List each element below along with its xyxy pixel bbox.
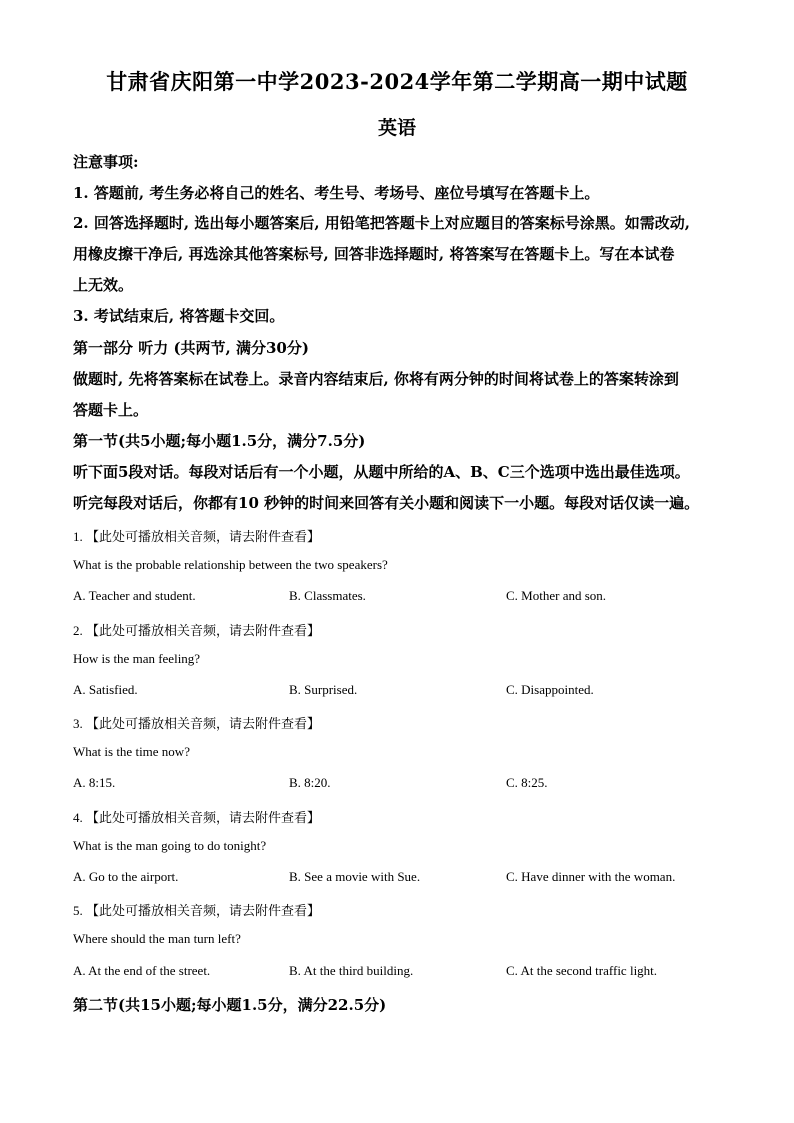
option-c: C. 8:25. (506, 775, 548, 790)
section1-instruction: 听下面5段对话。每段对话后有一个小题，从题中所给的A、B、C三个选项中选出最佳选项。 (73, 463, 690, 481)
audio-placeholder[interactable]: 4. 【此处可播放相关音频，请去附件查看】 (73, 810, 321, 825)
option-b: B. See a movie with Sue. (289, 869, 421, 884)
notice-line: 上无效。 (73, 276, 134, 294)
option-b: B. At the third building. (289, 963, 414, 978)
question-text: Where should the man turn left? (73, 931, 241, 946)
audio-placeholder[interactable]: 2. 【此处可播放相关音频，请去附件查看】 (73, 623, 321, 638)
option-a: A. At the end of the street. (73, 963, 211, 978)
option-c: C. Have dinner with the woman. (506, 869, 676, 884)
option-c: C. At the second traffic light. (506, 963, 658, 978)
section1-instruction: 听完每段对话后，你都有10 秒钟的时间来回答有关小题和阅读下一小题。每段对话仅读一遍。 (73, 494, 700, 512)
option-a: A. 8:15. (73, 775, 116, 790)
option-a: A. Teacher and student. (73, 588, 196, 603)
question-text: How is the man feeling? (73, 651, 201, 666)
option-b: B. Classmates. (289, 588, 366, 603)
option-a: A. Satisfied. (73, 682, 138, 697)
question-text: What is the probable relationship between the two speakers? (73, 557, 388, 572)
audio-placeholder[interactable]: 5. 【此处可播放相关音频，请去附件查看】 (73, 903, 321, 918)
option-b: B. Surprised. (289, 682, 358, 697)
question-text: What is the time now? (73, 744, 190, 759)
part1-heading: 第一部分 听力 (共两节, 满分30分) (73, 339, 309, 357)
notice-line: 用橡皮擦干净后, 再选涂其他答案标号, 回答非选择题时, 将答案写在答题卡上。写在本试卷 (73, 245, 675, 263)
part1-instruction: 答题卡上。 (73, 401, 149, 419)
section2-heading: 第二节(共15小题;每小题1.5分，满分22.5分) (73, 996, 387, 1014)
option-b: B. 8:20. (289, 775, 331, 790)
notice-heading: 注意事项: (73, 153, 139, 171)
option-c: C. Mother and son. (506, 588, 607, 603)
audio-placeholder[interactable]: 3. 【此处可播放相关音频，请去附件查看】 (73, 716, 321, 731)
notice-line: 1. 答题前, 考生务必将自己的姓名、考生号、考场号、座位号填写在答题卡上。 (73, 184, 600, 202)
question-text: What is the man going to do tonight? (73, 838, 267, 853)
option-a: A. Go to the airport. (73, 869, 179, 884)
exam-title: 甘肃省庆阳第一中学2023-2024学年第二学期高一期中试题 (106, 69, 688, 94)
part1-instruction: 做题时, 先将答案标在试卷上。录音内容结束后, 你将有两分钟的时间将试卷上的答案转涂到 (73, 370, 679, 388)
exam-subject: 英语 (377, 117, 416, 139)
notice-line: 2. 回答选择题时, 选出每小题答案后, 用铅笔把答题卡上对应题目的答案标号涂黑。如需改动, (73, 214, 690, 232)
option-c: C. Disappointed. (506, 682, 594, 697)
audio-placeholder[interactable]: 1. 【此处可播放相关音频，请去附件查看】 (73, 529, 321, 544)
notice-line: 3. 考试结束后, 将答题卡交回。 (73, 307, 285, 325)
section1-heading: 第一节(共5小题;每小题1.5分，满分7.5分) (73, 432, 366, 450)
